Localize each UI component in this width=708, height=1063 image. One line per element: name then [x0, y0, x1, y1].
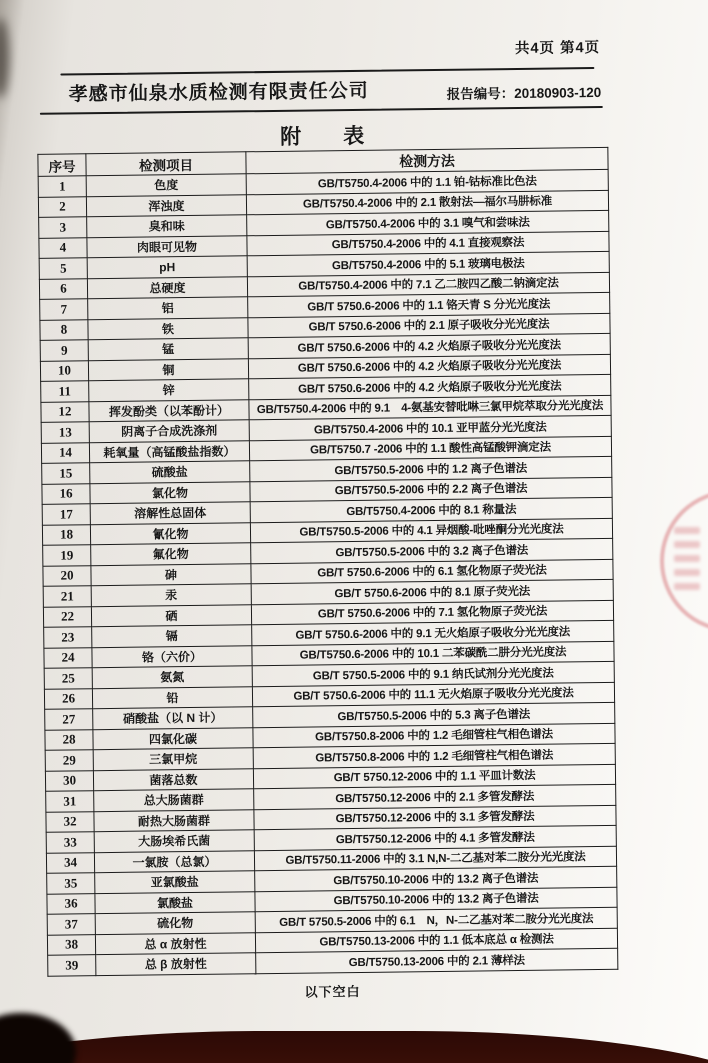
test-method-cell: GB/T5750.12-2006 中的 4.1 多管发酵法 — [254, 825, 616, 850]
row-number-cell: 25 — [44, 668, 92, 689]
test-item-cell: 肉眼可见物 — [87, 235, 247, 257]
row-number-cell: 39 — [48, 955, 96, 976]
test-method-cell: GB/T 5750.6-2006 中的 9.1 无火焰原子吸收分光光度法 — [252, 620, 614, 645]
test-method-cell: GB/T5750.4-2006 中的 4.1 直接观察法 — [247, 231, 609, 256]
test-item-cell: 铁 — [88, 317, 248, 339]
test-item-cell: pH — [87, 256, 247, 278]
test-item-cell: 硝酸盐（以 N 计） — [93, 707, 253, 729]
row-number-cell: 14 — [41, 442, 89, 463]
page-number-label: 共4页 第4页 — [514, 39, 601, 57]
test-item-cell: 铝 — [88, 297, 248, 319]
test-item-cell: 铜 — [88, 358, 248, 380]
test-item-cell: 铬（六价） — [92, 645, 252, 667]
row-number-cell: 10 — [40, 360, 88, 381]
row-number-cell: 1 — [38, 176, 86, 197]
row-number-cell: 9 — [40, 340, 88, 361]
test-item-cell: 总 β 放射性 — [96, 953, 256, 975]
test-item-cell: 砷 — [91, 563, 251, 585]
row-number-cell: 31 — [46, 791, 94, 812]
row-number-cell: 12 — [41, 401, 89, 422]
test-method-cell: GB/T5750.4-2006 中的 9.1 4-氨基安替吡啉三氯甲烷萃取分光光度法 — [249, 395, 611, 420]
test-method-cell: GB/T5750.7 -2006 中的 1.1 酸性高锰酸钾滴定法 — [249, 436, 611, 461]
row-number-cell: 33 — [46, 832, 94, 853]
test-method-cell: GB/T 5750.6-2006 中的 7.1 氢化物原子荧光法 — [251, 600, 613, 625]
test-method-cell: GB/T 5750.6-2006 中的 4.2 火焰原子吸收分光光度法 — [248, 333, 610, 358]
test-item-cell: 挥发酚类（以苯酚计） — [89, 399, 249, 421]
report-number-value: 20180903-120 — [514, 84, 602, 102]
test-method-cell: GB/T5750.8-2006 中的 1.2 毛细管柱气相色谱法 — [253, 723, 615, 748]
test-item-cell: 铅 — [92, 686, 252, 708]
test-method-cell: GB/T5750.13-2006 中的 2.1 薄样法 — [256, 948, 618, 973]
test-method-cell: GB/T 5750.6-2006 中的 4.2 火焰原子吸收分光光度法 — [248, 354, 610, 379]
test-method-cell: GB/T5750.10-2006 中的 13.2 离子色谱法 — [255, 866, 617, 891]
blank-below-note: 以下空白 — [304, 983, 361, 1000]
row-number-cell: 6 — [39, 278, 87, 299]
test-item-cell: 总大肠菌群 — [94, 789, 254, 811]
row-number-cell: 4 — [39, 237, 87, 258]
test-method-cell: GB/T5750.5-2006 中的 2.2 离子色谱法 — [250, 477, 612, 502]
test-item-cell: 耐热大肠菌群 — [94, 809, 254, 831]
test-item-cell: 锰 — [88, 338, 248, 360]
test-method-cell: GB/T5750.5-2006 中的 1.2 离子色谱法 — [250, 456, 612, 481]
company-name: 孝感市仙泉水质检测有限责任公司 — [68, 80, 369, 106]
test-method-cell: GB/T5750.4-2006 中的 2.1 散射法—福尔马肼标准 — [246, 190, 608, 215]
test-method-cell: GB/T 5750.6-2006 中的 2.1 原子吸收分光光度法 — [248, 313, 610, 338]
test-method-cell: GB/T5750.5-2006 中的 4.1 异烟酸-吡唑酮分光光度法 — [250, 518, 612, 543]
test-method-cell: GB/T 5750.6-2006 中的 11.1 无火焰原子吸收分光光度法 — [252, 682, 614, 707]
test-item-cell: 硫化物 — [95, 912, 255, 934]
header-cell-item: 检测项目 — [86, 152, 246, 176]
test-item-cell: 臭和味 — [87, 215, 247, 237]
row-number-cell: 38 — [47, 934, 95, 955]
row-number-cell: 29 — [45, 750, 93, 771]
test-method-cell: GB/T 5750.6-2006 中的 6.1 氢化物原子荧光法 — [251, 559, 613, 584]
test-item-cell: 浑浊度 — [86, 194, 246, 216]
row-number-cell: 13 — [41, 422, 89, 443]
test-item-cell: 氯化物 — [90, 481, 250, 503]
appendix-title: 附 表 — [280, 124, 365, 149]
row-number-cell: 8 — [40, 319, 88, 340]
header-rule-bottom — [40, 106, 603, 115]
test-item-cell: 菌落总数 — [93, 768, 253, 790]
row-number-cell: 22 — [43, 606, 91, 627]
test-method-cell: GB/T5750.4-2006 中的 3.1 嗅气和尝味法 — [247, 210, 609, 235]
test-item-cell: 大肠埃希氏菌 — [94, 830, 254, 852]
test-item-cell: 氯酸盐 — [95, 891, 255, 913]
test-method-cell: GB/T 5750.5-2006 中的 9.1 纳氏试剂分光光度法 — [252, 661, 614, 686]
test-method-cell: GB/T5750.13-2006 中的 1.1 低本底总 α 检测法 — [255, 928, 617, 953]
header-cell-method: 检测方法 — [246, 147, 608, 173]
test-method-cell: GB/T 5750.5-2006 中的 6.1 N，N-二乙基对苯二胺分光光度法 — [255, 907, 617, 932]
test-item-cell: 阴离子合成洗涤剂 — [89, 420, 249, 442]
test-method-cell: GB/T5750.6-2006 中的 10.1 二苯碳酰二肼分光光度法 — [252, 641, 614, 666]
row-number-cell: 3 — [39, 217, 87, 238]
test-item-cell: 镉 — [92, 625, 252, 647]
test-method-cell: GB/T5750.10-2006 中的 13.2 离子色谱法 — [255, 887, 617, 912]
row-number-cell: 2 — [38, 196, 86, 217]
row-number-cell: 27 — [45, 709, 93, 730]
test-item-cell: 三氯甲烷 — [93, 748, 253, 770]
test-method-cell: GB/T 5750.12-2006 中的 1.1 平皿计数法 — [253, 764, 615, 789]
header-rule-top — [60, 67, 594, 76]
test-item-cell: 氟化物 — [91, 543, 251, 565]
test-item-cell: 汞 — [91, 584, 251, 606]
test-method-cell: GB/T5750.4-2006 中的 1.1 铂-钴标准比色法 — [246, 169, 608, 194]
test-methods-table — [37, 147, 618, 976]
test-method-cell: GB/T5750.12-2006 中的 3.1 多管发酵法 — [254, 805, 616, 830]
row-number-cell: 26 — [44, 688, 92, 709]
row-number-cell: 19 — [43, 545, 91, 566]
row-number-cell: 28 — [45, 729, 93, 750]
row-number-cell: 37 — [47, 914, 95, 935]
row-number-cell: 11 — [41, 381, 89, 402]
test-item-cell: 四氯化碳 — [93, 727, 253, 749]
row-number-cell: 5 — [39, 258, 87, 279]
test-item-cell: 总硬度 — [87, 276, 247, 298]
row-number-cell: 36 — [47, 893, 95, 914]
test-method-cell: GB/T5750.4-2006 中的 7.1 乙二胺四乙酸二钠滴定法 — [247, 272, 609, 297]
row-number-cell: 7 — [40, 299, 88, 320]
test-item-cell: 总 α 放射性 — [95, 932, 255, 954]
row-number-cell: 21 — [43, 586, 91, 607]
test-item-cell: 硒 — [91, 604, 251, 626]
test-item-cell: 亚氯酸盐 — [95, 871, 255, 893]
test-method-cell: GB/T5750.12-2006 中的 2.1 多管发酵法 — [254, 784, 616, 809]
test-method-cell: GB/T5750.4-2006 中的 5.1 玻璃电极法 — [247, 251, 609, 276]
test-method-cell: GB/T 5750.6-2006 中的 8.1 原子荧光法 — [251, 579, 613, 604]
test-item-cell: 耗氧量（高锰酸盐指数） — [89, 440, 249, 462]
test-item-cell: 一氯胺（总氯） — [94, 850, 254, 872]
test-item-cell: 硫酸盐 — [90, 461, 250, 483]
test-item-cell: 氨氮 — [92, 666, 252, 688]
row-number-cell: 32 — [46, 811, 94, 832]
test-item-cell: 氰化物 — [90, 522, 250, 544]
test-method-cell: GB/T5750.4-2006 中的 8.1 称量法 — [250, 497, 612, 522]
test-method-cell: GB/T5750.5-2006 中的 5.3 离子色谱法 — [253, 702, 615, 727]
row-number-cell: 17 — [42, 504, 90, 525]
row-number-cell: 23 — [44, 627, 92, 648]
row-number-cell: 15 — [42, 463, 90, 484]
header-cell-index: 序号 — [38, 154, 86, 177]
row-number-cell: 34 — [46, 852, 94, 873]
test-method-cell: GB/T 5750.6-2006 中的 4.2 火焰原子吸收分光光度法 — [249, 374, 611, 399]
test-method-cell: GB/T5750.4-2006 中的 10.1 亚甲蓝分光光度法 — [249, 415, 611, 440]
table-body — [38, 169, 618, 975]
test-method-cell: GB/T 5750.6-2006 中的 1.1 铬天青 S 分光光度法 — [248, 292, 610, 317]
row-number-cell: 20 — [43, 565, 91, 586]
row-number-cell: 35 — [47, 873, 95, 894]
row-number-cell: 18 — [42, 524, 90, 545]
row-number-cell: 16 — [42, 483, 90, 504]
report-number — [447, 81, 602, 103]
test-method-cell: GB/T5750.11-2006 中的 3.1 N,N-二乙基对苯二胺分光光度法 — [254, 846, 616, 871]
test-method-cell: GB/T5750.8-2006 中的 1.2 毛细管柱气相色谱法 — [253, 743, 615, 768]
test-item-cell: 锌 — [89, 379, 249, 401]
test-method-cell: GB/T5750.5-2006 中的 3.2 离子色谱法 — [251, 538, 613, 563]
test-item-cell: 溶解性总固体 — [90, 502, 250, 524]
row-number-cell: 24 — [44, 647, 92, 668]
row-number-cell: 30 — [45, 770, 93, 791]
red-seal-text-marks — [672, 520, 702, 616]
test-item-cell: 色度 — [86, 174, 246, 196]
report-number-label: 报告编号： — [446, 86, 515, 102]
